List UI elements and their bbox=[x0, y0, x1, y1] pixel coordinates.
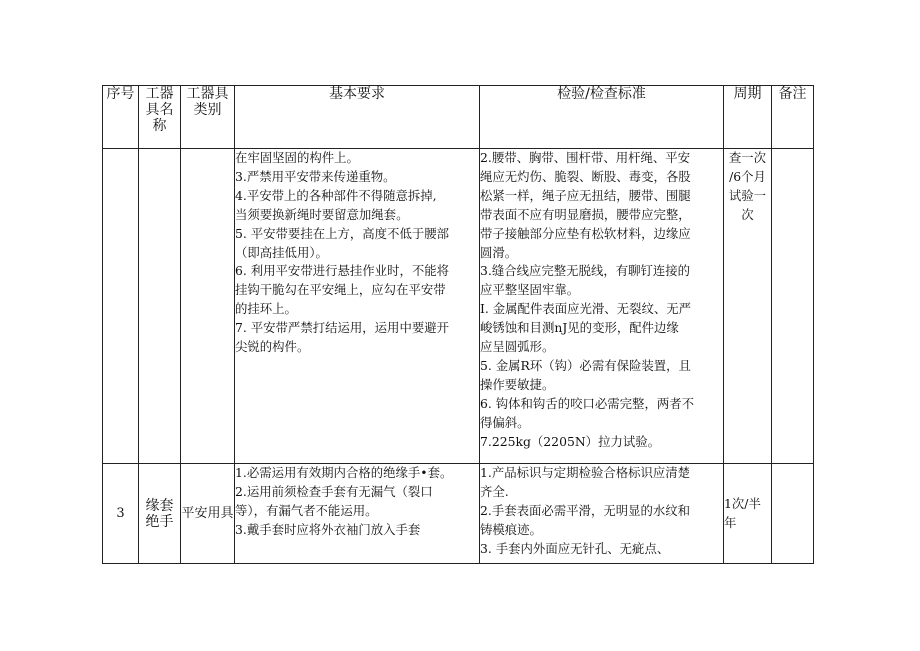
standard-line: 应呈圆弧形。 bbox=[480, 339, 555, 355]
cell-tool-name: 缘套绝手 bbox=[139, 464, 181, 564]
cell-standards bbox=[480, 149, 724, 464]
standard-line: 松紧一样，绳子应无扭结，腰带、围腿 bbox=[480, 187, 691, 203]
period-line: 次 bbox=[741, 206, 754, 222]
requirement-line: 2.运用前须检查手套有无漏气（裂口 bbox=[235, 483, 433, 499]
requirement-line: 当须要换新绳时要留意加绳套。 bbox=[235, 206, 409, 222]
cell-remarks bbox=[772, 149, 814, 464]
requirement-line: 尖锐的构件。 bbox=[235, 339, 310, 355]
header-remarks: 备注 bbox=[772, 86, 814, 149]
header-tool-category: 工器具类别 bbox=[181, 86, 235, 149]
standard-line: 绳应无灼伤、脆裂、断股、毒变，各股 bbox=[480, 168, 691, 184]
requirement-line: 3.严禁用平安带来传递重物。 bbox=[235, 168, 396, 184]
cell-tool-category: 平安用具 bbox=[181, 464, 235, 564]
cell-tool-name bbox=[139, 149, 181, 464]
period-line: 年 bbox=[724, 514, 737, 530]
header-requirements: 基本要求 bbox=[235, 86, 480, 149]
requirement-line: 6. 利用平安带进行悬挂作业时，不能将 bbox=[235, 263, 450, 279]
header-tool-name: 工器具名称 bbox=[139, 86, 181, 149]
inspection-table bbox=[102, 85, 814, 564]
standard-line: 2.手套表面必需平滑，无明显的水纹和 bbox=[480, 502, 691, 518]
table-row bbox=[103, 464, 814, 564]
standard-line: 齐全. bbox=[480, 483, 509, 499]
requirement-line: 3.戴手套时应将外衣袖门放入手套 bbox=[235, 521, 421, 537]
standard-line: I. 金属配件表面应光滑、无裂纹、无严 bbox=[480, 301, 692, 317]
period-line: 1次/半 bbox=[724, 495, 761, 511]
requirement-line: 4.平安带上的各种部件不得随意拆掉, bbox=[235, 187, 437, 203]
period-line: 试验一 bbox=[728, 187, 767, 203]
standard-line: 带表面不应有明显磨损，腰带应完整， bbox=[480, 206, 691, 222]
standard-line: 应平整坚固牢靠。 bbox=[480, 282, 580, 298]
cell-remarks bbox=[772, 464, 814, 564]
standard-line: 7.225kg（2205N）拉力试验。 bbox=[480, 433, 661, 449]
standard-line: 带子接触部分应垫有松软材料，边缘应 bbox=[480, 225, 691, 241]
standard-line: 6. 钩体和钩舌的咬口必需完整，两者不 bbox=[480, 395, 695, 411]
period-line: /6个月 bbox=[729, 168, 766, 184]
header-period: 周期 bbox=[724, 86, 772, 149]
requirement-line: 等），有漏气者不能运用。 bbox=[235, 502, 378, 518]
cell-requirements bbox=[235, 149, 480, 464]
requirement-line: 7. 平安带严禁打结运用，运用中要避开 bbox=[235, 320, 450, 336]
cell-tool-category bbox=[181, 149, 235, 464]
cell-requirements bbox=[235, 464, 480, 564]
header-row bbox=[103, 86, 814, 149]
requirement-line: 在牢固坚固的构件上。 bbox=[235, 150, 359, 165]
standard-line: 3. 手套内外面应无针孔、无疵点、 bbox=[480, 540, 670, 556]
standard-line: 1.产品标识与定期检验合格标识应清楚 bbox=[480, 465, 691, 480]
header-seq: 序号 bbox=[103, 86, 139, 149]
standard-line: 操作要敏捷。 bbox=[480, 376, 555, 392]
requirement-line: （即高挂低用）。 bbox=[235, 244, 328, 260]
cell-standards bbox=[480, 464, 724, 564]
table-row bbox=[103, 149, 814, 464]
header-standards: 检验/检查标准 bbox=[480, 86, 724, 149]
standard-line: 2.腰带、胸带、围杆带、用杆绳、平安 bbox=[480, 150, 691, 165]
standard-line: 圆滑。 bbox=[480, 244, 518, 260]
requirement-line: 的挂环上。 bbox=[235, 301, 297, 317]
standard-line: 峻锈蚀和目测nJ见的变形，配件边缘 bbox=[480, 320, 679, 336]
standard-line: 铸模痕迹。 bbox=[480, 521, 542, 537]
cell-period bbox=[724, 464, 772, 564]
requirement-line: 5. 平安带要挂在上方，高度不低于腰部 bbox=[235, 225, 450, 241]
standard-line: 得偏斜。 bbox=[480, 414, 530, 430]
standard-line: 3.缝合线应完整无脱线，有聊钉连接的 bbox=[480, 263, 691, 279]
standard-line: 5. 金属R环（钩）必需有保险装置，且 bbox=[480, 357, 691, 373]
cell-period bbox=[724, 149, 772, 464]
cell-seq: 3 bbox=[103, 464, 139, 564]
period-line: 查一次 bbox=[728, 150, 767, 165]
requirement-line: 1.必需运用有效期内合格的绝缘手•套。 bbox=[235, 465, 453, 480]
requirement-line: 挂钩干脆勾在平安绳上，应勾在平安带 bbox=[235, 282, 446, 298]
cell-seq bbox=[103, 149, 139, 464]
